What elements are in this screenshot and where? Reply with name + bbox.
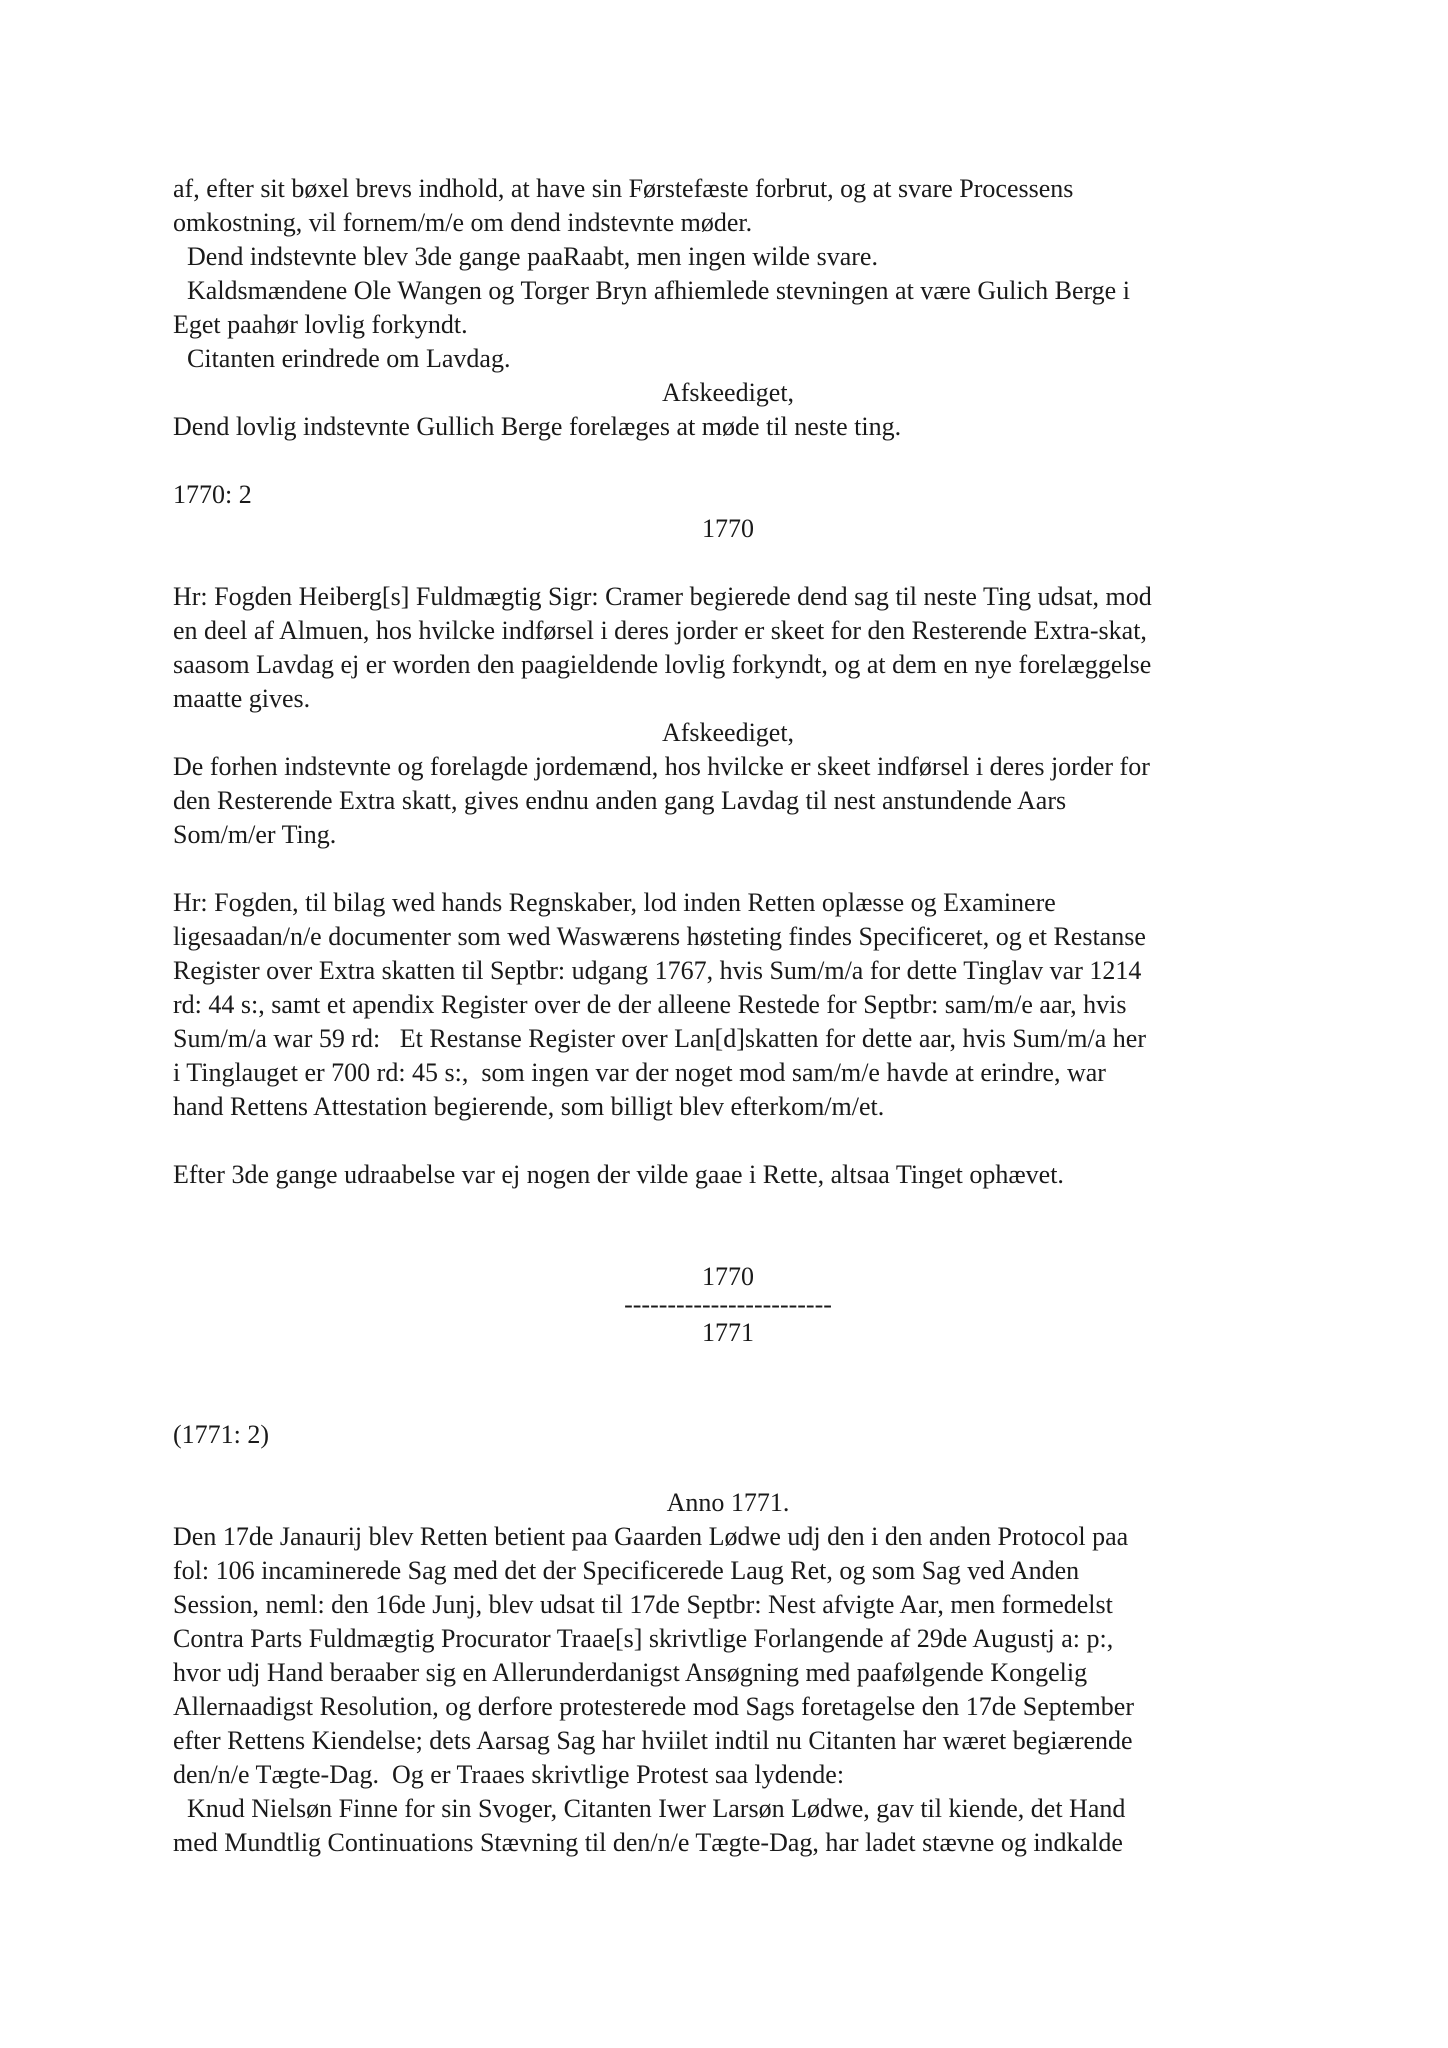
text-line: Session, neml: den 16de Junj, blev udsat til 17de Septbr: Nest afvigte Aar, men formedelst [173,1590,1113,1619]
text-line: omkostning, vil fornem/m/e om dend indstevnte møder. [173,208,753,237]
verdict-text: Dend lovlig indstevnte Gullich Berge forelæges at møde til neste ting. [173,412,902,441]
document-page [173,172,1283,1860]
text-line: Hr: Fogden Heiberg[s] Fuldmægtig Sigr: Cramer begierede dend sag til neste Ting udsat, mod [173,582,1152,611]
anno-heading: Anno 1771. [666,1488,790,1517]
verdict-heading: Afskeediget, [661,718,795,747]
text-line: Den 17de Janaurij blev Retten betient paa Gaarden Lødwe udj den i den anden Protocol paa [173,1522,1129,1551]
text-line: fol: 106 incaminerede Sag med det der Specificerede Laug Ret, og som Sag ved Anden [173,1556,1080,1585]
verdict-text: den Resterende Extra skatt, gives endnu anden gang Lavdag til nest anstundende Aars [173,786,1067,815]
text-line: efter Rettens Kiendelse; dets Aarsag Sag har hviilet indtil nu Citanten har wæret begiærende [173,1726,1133,1755]
text-line: Efter 3de gange udraabelse var ej nogen der vilde gaae i Rette, altsaa Tinget ophævet. [173,1160,1064,1189]
text-line: Knud Nielsøn Finne for sin Svoger, Citanten Iwer Larsøn Lødwe, gav til kiende, det Hand [187,1794,1126,1823]
verdict-text: De forhen indstevnte og forelagde jordemænd, hos hvilcke er skeet indførsel i deres jorder for [173,752,1150,781]
verdict-heading: Afskeediget, [661,378,795,407]
text-line: Contra Parts Fuldmægtig Procurator Traae[s] skrivtlige Forlangende af 29de Augustj a: p:, [173,1624,1114,1653]
year-heading: 1770 [702,1262,754,1291]
reference-number: (1771: 2) [173,1420,270,1449]
text-line: ligesaadan/n/e documenter som wed Waswærens høsteting findes Specificeret, og et Restanse [173,922,1146,951]
text-line: Citanten erindrede om Lavdag. [187,344,511,373]
year-heading: 1771 [702,1318,754,1347]
dash-divider: ------------------------ [624,1290,832,1319]
text-line: Allernaadigst Resolution, og derfore protesterede mod Sags foretagelse den 17de September [173,1692,1134,1721]
text-line: maatte gives. [173,684,311,713]
section-1770-2 [173,478,1283,1192]
text-line: Sum/m/a war 59 rd: Et Restanse Register over Lan[d]skatten for dette aar, hvis Sum/m/a her [173,1024,1146,1053]
text-line: Kaldsmændene Ole Wangen og Torger Bryn afhiemlede stevningen at være Gulich Berge i [187,276,1130,305]
text-line: Eget paahør lovlig forkyndt. [173,310,468,339]
text-line: Hr: Fogden, til bilag wed hands Regnskaber, lod inden Retten oplæsse og Examinere [173,888,1056,917]
verdict-text: Som/m/er Ting. [173,820,337,849]
text-line: rd: 44 s:, samt et apendix Register over de der alleene Restede for Septbr: sam/m/e aar, hvis [173,990,1127,1019]
text-line: Dend indstevnte blev 3de gange paaRaabt, men ingen wilde svare. [187,242,878,271]
year-heading: 1770 [702,514,754,543]
text-line: hvor udj Hand beraaber sig en Allerunderdanigst Ansøgning med paafølgende Kongelig [173,1658,1088,1687]
section-1770-case [173,172,1283,444]
text-line: i Tinglauget er 700 rd: 45 s:, som ingen var der noget mod sam/m/e havde at erindre, war [173,1058,1106,1087]
text-line: med Mundtlig Continuations Stævning til den/n/e Tægte-Dag, har ladet stævne og indkalde [173,1828,1123,1857]
text-line: Register over Extra skatten til Septbr: udgang 1767, hvis Sum/m/a for dette Tinglav var 1214 [173,956,1142,985]
text-line: den/n/e Tægte-Dag. Og er Traaes skrivtlige Protest saa lydende: [173,1760,845,1789]
text-line: hand Rettens Attestation begierende, som billigt blev efterkom/m/et. [173,1092,885,1121]
text-line: saasom Lavdag ej er worden den paagieldende lovlig forkyndt, og at dem en nye forelæggelse [173,650,1152,679]
text-line: en deel af Almuen, hos hvilcke indførsel i deres jorder er skeet for den Resterende Extra-skat, [173,616,1147,645]
text-line: af, efter sit bøxel brevs indhold, at have sin Førstefæste forbrut, og at svare Processens [173,174,1074,203]
section-1771-2 [173,1418,1283,1860]
reference-number: 1770: 2 [173,480,252,509]
year-divider [173,1260,1283,1350]
